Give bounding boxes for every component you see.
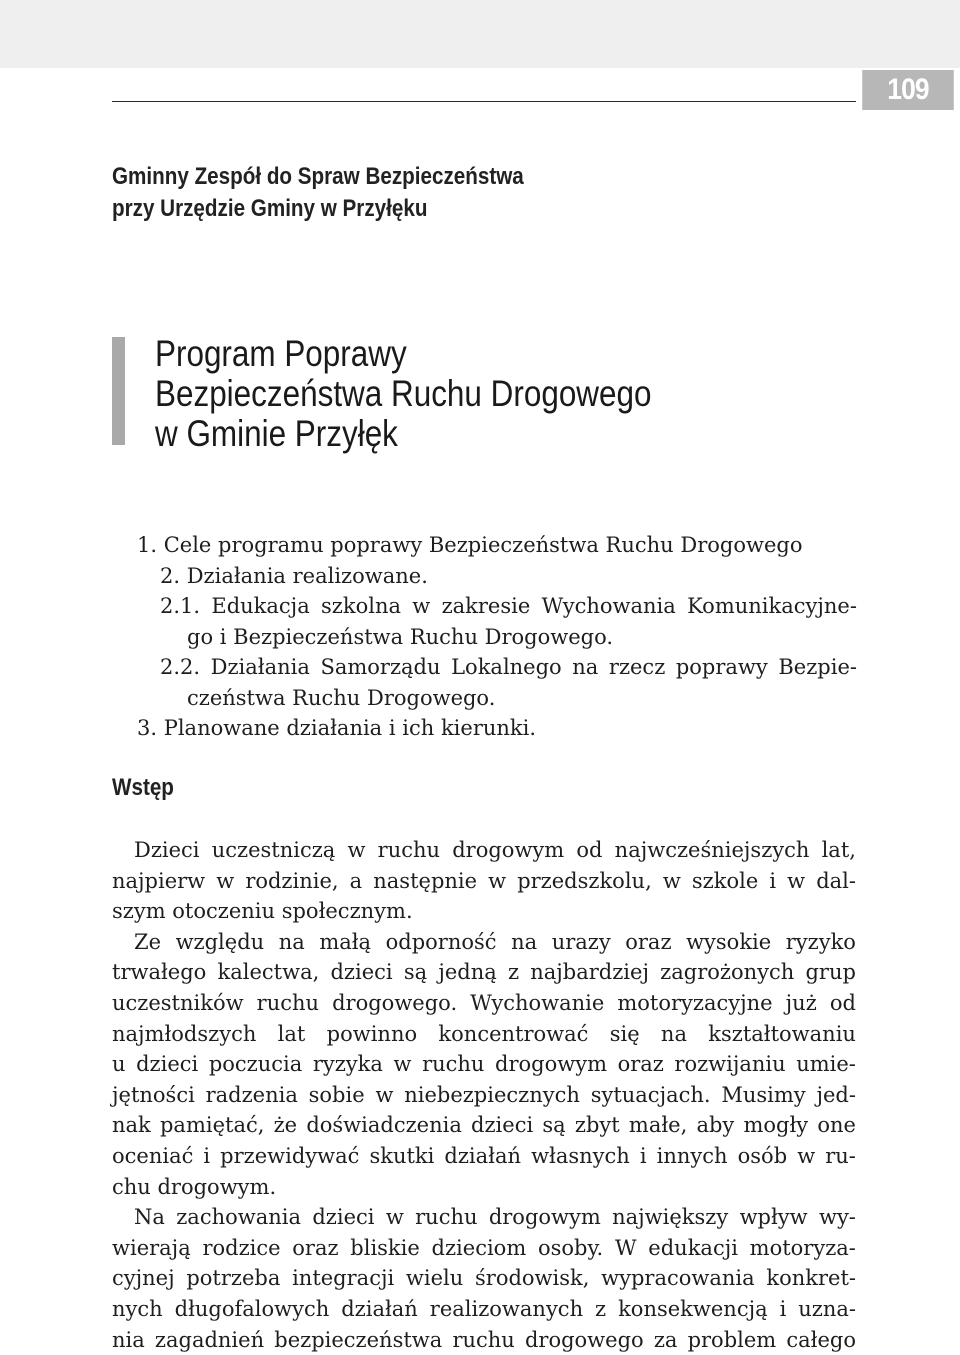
word: zachowania [176, 1205, 302, 1230]
word: własnych [531, 1143, 630, 1168]
word: 2.2. [160, 655, 201, 679]
word: Edukacja [211, 594, 310, 618]
word: oraz [625, 929, 672, 954]
word: szkolna [321, 594, 401, 618]
word: w [488, 868, 507, 893]
word: jętności [112, 1082, 195, 1107]
toc-item: 3. Planowane działania i ich kierunki. [137, 716, 537, 740]
body-line [112, 1325, 856, 1355]
word: Lokalnego [451, 655, 562, 679]
word: motoryzacyjne [617, 990, 773, 1015]
body-line [112, 866, 856, 897]
body-line: chu drogowym. [112, 1174, 277, 1199]
body-line [112, 1049, 856, 1080]
word: sytuacjach. [590, 1082, 711, 1107]
toc-item: 1. Cele programu poprawy Bezpieczeństwa Ruchu Drogowego [137, 533, 803, 557]
title-line: Bezpieczeństwa Ruchu Drogowego [155, 373, 652, 414]
word: wysokie [686, 929, 772, 954]
title-line: w Gminie Przyłęk [155, 413, 398, 454]
word: bliskie [350, 1235, 420, 1260]
word: długofalowych [174, 1296, 330, 1321]
word: kształtowaniu [708, 1021, 856, 1046]
word: Wychowania [541, 594, 676, 618]
body-line [112, 957, 856, 988]
header-rule [112, 101, 856, 102]
word: ryzyka [312, 1052, 383, 1077]
word: na [278, 929, 305, 954]
word: w [216, 868, 235, 893]
word: cyjnej [112, 1266, 175, 1291]
word: osoby. [537, 1235, 604, 1260]
word: wypracowania [601, 1266, 755, 1291]
word: i [779, 1296, 787, 1321]
word: najmłodszych [112, 1021, 257, 1046]
word: Samorządu [320, 655, 441, 679]
word: osób [737, 1143, 788, 1168]
word: na [511, 929, 538, 954]
word: przewidywać [220, 1143, 360, 1168]
toc-item [137, 652, 857, 683]
word: oceniać [112, 1143, 194, 1168]
word: drogowym [452, 838, 565, 862]
word: konsekwencją [618, 1296, 768, 1321]
word: ru- [825, 1143, 856, 1168]
body-line [112, 988, 856, 1019]
word: poprawy [675, 655, 768, 679]
word: rozwijaniu [674, 1052, 786, 1077]
word: lat, [821, 838, 856, 862]
word: całego [786, 1327, 856, 1352]
word: drogowym [488, 1205, 601, 1230]
body-line [112, 1110, 856, 1141]
word: małą [319, 929, 372, 954]
toc-item: 2. Działania realizowane. [160, 563, 428, 588]
word: Działania [210, 655, 310, 679]
word: Ze [134, 929, 162, 954]
word: aby [696, 1113, 735, 1138]
word: rodzinie, [245, 868, 339, 893]
word: skutki [369, 1143, 435, 1168]
word: problem [687, 1327, 777, 1352]
word: w [385, 1205, 404, 1230]
word: koncentrować [438, 1021, 589, 1046]
section-heading: Wstęp [112, 774, 174, 801]
word: względu [175, 929, 265, 954]
word: radzenia [205, 1082, 298, 1107]
word: a [349, 868, 363, 893]
title-accent-bar [112, 337, 125, 445]
word: następnie [373, 868, 478, 893]
word: rodzice [202, 1235, 281, 1260]
word: trwałego [112, 960, 207, 985]
word: ruchu [452, 1327, 515, 1352]
word: Na [134, 1205, 165, 1230]
word: od [829, 990, 856, 1015]
word: w [412, 594, 431, 618]
word: w [347, 838, 366, 862]
word: wierają [112, 1235, 191, 1260]
word: że [273, 1113, 298, 1138]
word: przedszkolu, [517, 868, 652, 893]
word: środowisk, [475, 1266, 590, 1291]
word: dal- [816, 868, 856, 893]
word: W [614, 1235, 637, 1260]
organization-line: Gminny Zespół do Spraw Bezpieczeństwa [112, 163, 524, 190]
word: zbyt [574, 1113, 620, 1138]
word: najpierw [112, 868, 206, 893]
word: i [639, 1143, 647, 1168]
word: mogły [743, 1113, 809, 1138]
word: one [817, 1113, 856, 1138]
body-line: szym otoczeniu społecznym. [112, 899, 413, 924]
word: w [797, 1143, 816, 1168]
word: się [609, 1021, 640, 1046]
word: pamiętać, [159, 1113, 265, 1138]
word: od [576, 838, 603, 862]
word: na [660, 1021, 687, 1046]
body-line [112, 835, 856, 866]
word: konkret- [766, 1266, 856, 1291]
word: ryzyko [785, 929, 856, 954]
word: małe, [628, 1113, 688, 1138]
word: drogowym [495, 1052, 607, 1077]
word: i [203, 1143, 211, 1168]
word: wielu [405, 1266, 464, 1291]
word: działań [341, 1296, 418, 1321]
word: Komunikacyjne- [687, 594, 857, 618]
word: rzecz [608, 655, 666, 679]
word: integracji [292, 1266, 395, 1291]
word: zakresie [441, 594, 531, 618]
word: kalectwa, [217, 960, 320, 985]
body-line [112, 1019, 856, 1050]
word: Bezpie- [778, 655, 857, 679]
body-line [112, 1080, 856, 1111]
body-line [112, 1233, 856, 1264]
word: uczestniczą [211, 838, 336, 862]
word: bezpieczeństwa [274, 1327, 443, 1352]
word: w [787, 868, 806, 893]
word: w [662, 868, 681, 893]
word: szkole [691, 868, 759, 893]
word: największy [612, 1205, 729, 1230]
document-title [155, 334, 651, 454]
word: jedną [438, 960, 497, 985]
word: ruchu [377, 838, 441, 862]
word: powinno [326, 1021, 418, 1046]
word: wpływ [739, 1205, 808, 1230]
word: uczestników [112, 990, 244, 1015]
word: zagrożonych [660, 960, 795, 985]
page-number: 109 [862, 70, 954, 110]
word: grup [805, 960, 856, 985]
word: wy- [818, 1205, 856, 1230]
word: drogowego. [332, 990, 458, 1015]
word: na [572, 655, 599, 679]
word: dzieci [312, 1205, 375, 1230]
body-line [112, 1294, 856, 1325]
word: Dzieci [134, 838, 200, 862]
word: 2.1. [160, 594, 201, 618]
word: ruchu [415, 1205, 478, 1230]
word: potrzeba [186, 1266, 281, 1291]
word: i [769, 868, 777, 893]
toc-item-continuation: go i Bezpieczeństwa Ruchu Drogowego. [187, 624, 614, 649]
word: najbardziej [530, 960, 649, 985]
word: dzieci [136, 1052, 199, 1077]
body-line [112, 927, 856, 958]
word: jed- [816, 1082, 856, 1107]
word: niebezpiecznych [404, 1082, 580, 1107]
body-line [112, 1263, 856, 1294]
word: działań [444, 1143, 522, 1168]
word: poczucia [208, 1052, 303, 1077]
word: edukacji [648, 1235, 738, 1260]
body-line [112, 1141, 856, 1172]
word: dzieci [330, 960, 393, 985]
organization-line: przy Urzędzie Gminy w Przyłęku [112, 195, 428, 222]
organization-heading [112, 161, 524, 225]
body-text [112, 835, 856, 1355]
word: realizowanych [429, 1296, 584, 1321]
toc-item [137, 591, 857, 622]
word: z [595, 1296, 607, 1321]
word: za [653, 1327, 678, 1352]
word: uzna- [798, 1296, 856, 1321]
table-of-contents [137, 530, 857, 744]
title-line: Program Poprawy [155, 333, 407, 374]
word: motoryza- [749, 1235, 856, 1260]
word: Wychowanie [470, 990, 605, 1015]
body-line [112, 1202, 856, 1233]
word: z [507, 960, 520, 985]
word: lat [277, 1021, 306, 1046]
word: najwcześniejszych [614, 838, 810, 862]
word: innych [656, 1143, 728, 1168]
word: zagadnień [154, 1327, 265, 1352]
word: w [393, 1052, 412, 1077]
word: Musimy [721, 1082, 806, 1107]
word: umie- [796, 1052, 856, 1077]
word: są [542, 1113, 566, 1138]
word: drogowego [524, 1327, 644, 1352]
word: nia [112, 1327, 145, 1352]
word: nak [112, 1113, 151, 1138]
word: są [403, 960, 428, 985]
word: ruchu [422, 1052, 485, 1077]
word: nych [112, 1296, 163, 1321]
word: u [112, 1052, 126, 1077]
word: już [785, 990, 817, 1015]
header-band [0, 0, 960, 68]
word: oraz [292, 1235, 339, 1260]
word: ruchu [256, 990, 320, 1015]
word: dzieciom [431, 1235, 527, 1260]
word: urazy [551, 929, 611, 954]
word: w [375, 1082, 394, 1107]
toc-item-continuation: czeństwa Ruchu Drogowego. [187, 685, 496, 710]
word: doświadczenia [306, 1113, 462, 1138]
word: odporność [385, 929, 497, 954]
word: oraz [617, 1052, 664, 1077]
word: dzieci [471, 1113, 534, 1138]
word: sobie [308, 1082, 365, 1107]
